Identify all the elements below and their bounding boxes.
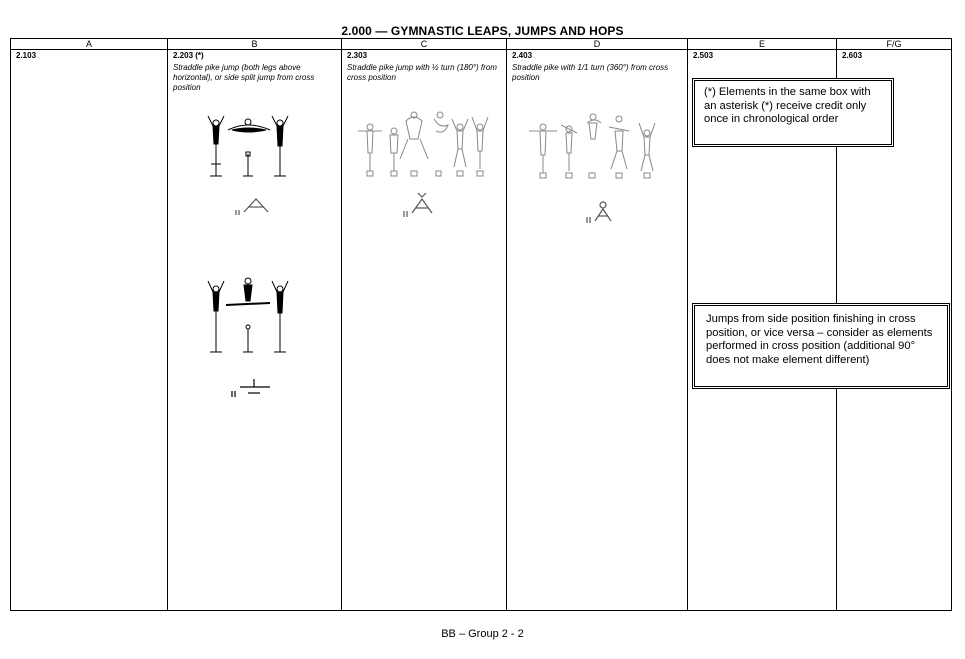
- column-d: [507, 39, 688, 610]
- element-description-b: Straddle pike jump (both legs above horizontal), or side split jump from cross position: [173, 63, 315, 92]
- column-a: [11, 39, 168, 610]
- element-description-c: Straddle pike jump with ½ turn (180°) from cross position: [347, 63, 497, 82]
- element-code-fg: 2.603: [842, 51, 863, 60]
- elements-table: [10, 38, 952, 611]
- column-header-d: D: [507, 39, 687, 50]
- split-jump-symbol-icon: [230, 377, 274, 399]
- asterisk-note-text: (*) Elements in the same box with an asterisk (*) receive credit only once in chronological order: [704, 86, 871, 125]
- straddle-jump-symbol-icon: [402, 191, 438, 219]
- straddle-jump-symbol-icon: [234, 194, 274, 216]
- column-b: [168, 39, 342, 610]
- element-code-b: 2.203 (*): [173, 51, 204, 60]
- gymnast-figure-icon: [198, 277, 298, 357]
- element-code-e: 2.503: [693, 51, 714, 60]
- page-footer: BB – Group 2 - 2: [441, 628, 524, 640]
- asterisk-note-box: [692, 78, 894, 147]
- column-header-fg: F/G: [837, 39, 951, 50]
- gymnast-figure-icon: [521, 109, 671, 183]
- position-note-text: Jumps from side position finishing in cross position, or vice versa – consider as elements performed in cross position (additional 90° does not make element different): [706, 313, 933, 366]
- column-header-a: A: [11, 39, 167, 50]
- column-header-c: C: [342, 39, 506, 50]
- element-description-d: Straddle pike with 1/1 turn (360°) from cross position: [512, 63, 669, 82]
- column-header-e: E: [688, 39, 836, 50]
- column-c: [342, 39, 507, 610]
- position-note-box: [692, 303, 950, 389]
- column-header-b: B: [168, 39, 341, 50]
- gymnast-figure-icon: [356, 109, 491, 179]
- element-code-c: 2.303: [347, 51, 368, 60]
- element-code-d: 2.403: [512, 51, 533, 60]
- page-title: 2.000 — GYMNASTIC LEAPS, JUMPS AND HOPS: [341, 24, 624, 38]
- straddle-jump-symbol-icon: [585, 199, 617, 225]
- element-code-a: 2.103: [16, 51, 37, 60]
- gymnast-figure-icon: [198, 114, 298, 184]
